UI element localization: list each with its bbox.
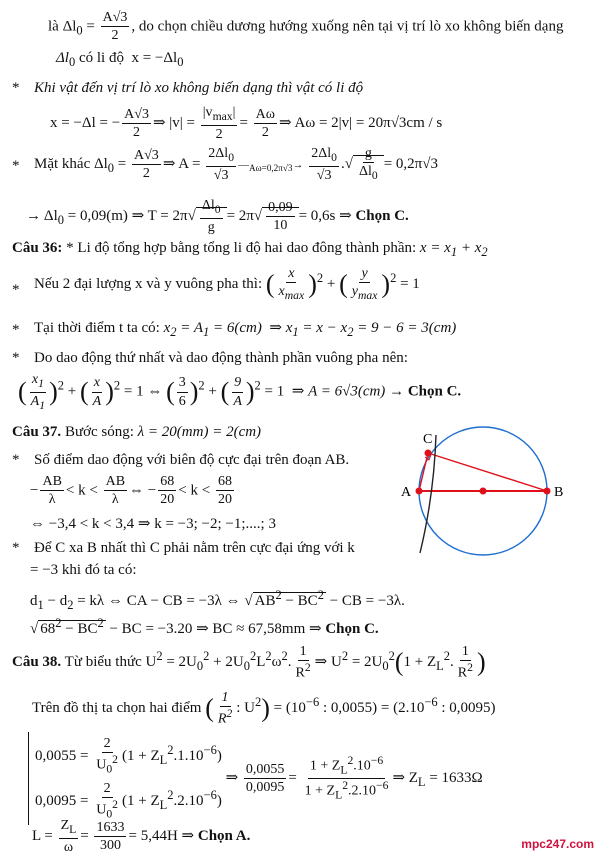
equation-inductance: L = $\frac{Z_L}{\omega}$ = $\frac{1633}{300}$ = 5,44H ⇒ Chọn A. [32,818,251,855]
text-line-15: ⇔ −3,4 < k < 3,4 ⇒ k = −3; −2; −1;....; 3 [30,516,276,532]
watermark: mpc247.com [521,837,594,851]
equation-x1: Tại thời điểm t ta có: $x_2 = A_1 = 6(cm)$ ⇒ $x_1 = x - x_2 = 9 - 6 = 3(cm)$ [34,320,457,339]
text-line-2: $\Delta l_0$ có li độ $x = -\Delta l_0$ [56,50,184,69]
equation-period: → $\Delta l_0 = 0,09(m)$ ⇒ T = 2π√ $\frac{\Delta l_0}{g}$ = 2π√ $\frac{0,09}{10}$ = 0,6s ⇒ Chọn C. [26,198,409,235]
text-line-3: Khi vật đến vị trí lò xo không biến dạng thì vật có li độ [34,80,364,96]
point-b [544,488,551,495]
bullet-star: * [12,350,20,366]
point-center [480,488,487,495]
point-a [416,488,423,495]
wave-interference-diagram [398,425,578,565]
equation-amplitude: Mặt khác $\Delta l_0$ = $\frac{A√3}{2}$ ⇒ A = $\frac{2\Delta l_0}{√3}$ $—_{A\omega=0,2\pi√3}\to$ $\frac{2\Delta l_0}{√3}$ .√ $\frac{g}{\Delta l_0}$ = 0,2π√3 [34,146,438,183]
equation-amplitude-result: ( $\frac{x_1}{A_1}$ )$^2$ + ( $\frac{x}{A}$ )$^2$ = 1 ⇔ ( $\frac{3}{6}$ )$^2$ + ( $\frac{9}{A}$ )$^2$ = 1 ⇒ A = 6√3(cm) → Chọn C. [18,372,462,412]
equation-bc: √ $68^2 - BC^2$ − BC = −3.20 ⇒ BC ≈ 67,58mm ⇒ Chọn C. [30,616,379,637]
equation-points: Trên đồ thị ta chọn hai điểm ( $\frac{1}{R^2}$ : $U^2) = (10^{-6}$ : $0,0055) = (2.10^{-6}$ : 0,0095) [32,690,496,728]
text-line-1: là $\Delta l_0$ = $\frac{A√3}{2}$ , do chọn chiều dương hướng xuống nên tại vị trí lò xo không biến dạng [48,10,564,44]
equation-system: 0,0055 = $\frac{2}{U_0^2}$ $(1 + Z_L^2.1.10^{-6})$ 0,0095 = $\frac{2}{U_0^2}$ $(1 + Z_L^2.2.10^{-6})$ ⇒ $\frac{0,0055}{0,0095}$ = $\frac{1 + Z_L^2.10^{-6}}{1 + Z_L^2.2.10^{-6}}$ ⇒ $Z_L = 1633\Omega$ [28,732,483,825]
equation-quadrature: Nếu 2 đại lượng x và y vuông pha thì: ( $\frac{x}{x_{max}}$ )$^2$ + ( $\frac{y}{y_{max}}$ )$^2$ = 1 [34,266,420,303]
text-line-16: Để C xa B nhất thì C phải nằm trên cực đại ứng với k [34,540,355,556]
equation-velocity: x = −Δl = − $\frac{A√3}{2}$ ⇒ |v| = $\frac{|v_{max}|}{2}$ = $\frac{A\omega}{2}$ ⇒ Aω = 2|v| = 20π√3cm / s [50,105,443,142]
equation-k-range: − $\frac{AB}{\lambda}$ < k < $\frac{AB}{\lambda}$ ⇔ − $\frac{68}{20}$ < k < $\frac{68}{20}$ [30,474,232,508]
point-c [425,450,432,457]
text-line-10: Do dao động thứ nhất và dao động thành phần vuông pha nên: [34,350,408,366]
equation-distance: $d_1 - d_2 = k\lambda$ ⇔ CA − CB = −3λ ⇔ √ $AB^2 - BC^2$ − CB = −3λ. [30,588,405,612]
text-line-17: = −3 khi đó ta có: [30,562,137,578]
bullet-star: * [12,80,20,96]
label-c: C [423,432,433,447]
text-line-13: Số điểm dao động với biên độ cực đại trên đoạn AB. [34,452,350,468]
bullet-star: * [12,322,20,338]
question-37: Câu 37. Bước sóng: λ = 20(mm) = 2(cm) [12,424,262,440]
label-b: B [554,485,564,500]
bullet-star: * [12,452,20,468]
question-38: Câu 38. Từ biểu thức $U^2 = 2U_0^2 + 2U_0^2L^2\omega^2$. $\frac{1}{R^2}$ ⇒ $U^2 = 2U_0^2(1 + Z_L^2$. $\frac{1}{R^2}$ ) [12,644,486,682]
bullet-star: * [12,158,20,174]
label-a: A [401,485,412,500]
bullet-star: * [12,282,20,298]
answer-c: Chọn C. [355,207,409,224]
question-36: Câu 36: * Li độ tổng hợp bằng tổng li độ hai dao đông thành phần: $x = x_1 + x_2$ [12,240,488,259]
segment-cb [428,453,547,491]
bullet-star: * [12,540,20,556]
